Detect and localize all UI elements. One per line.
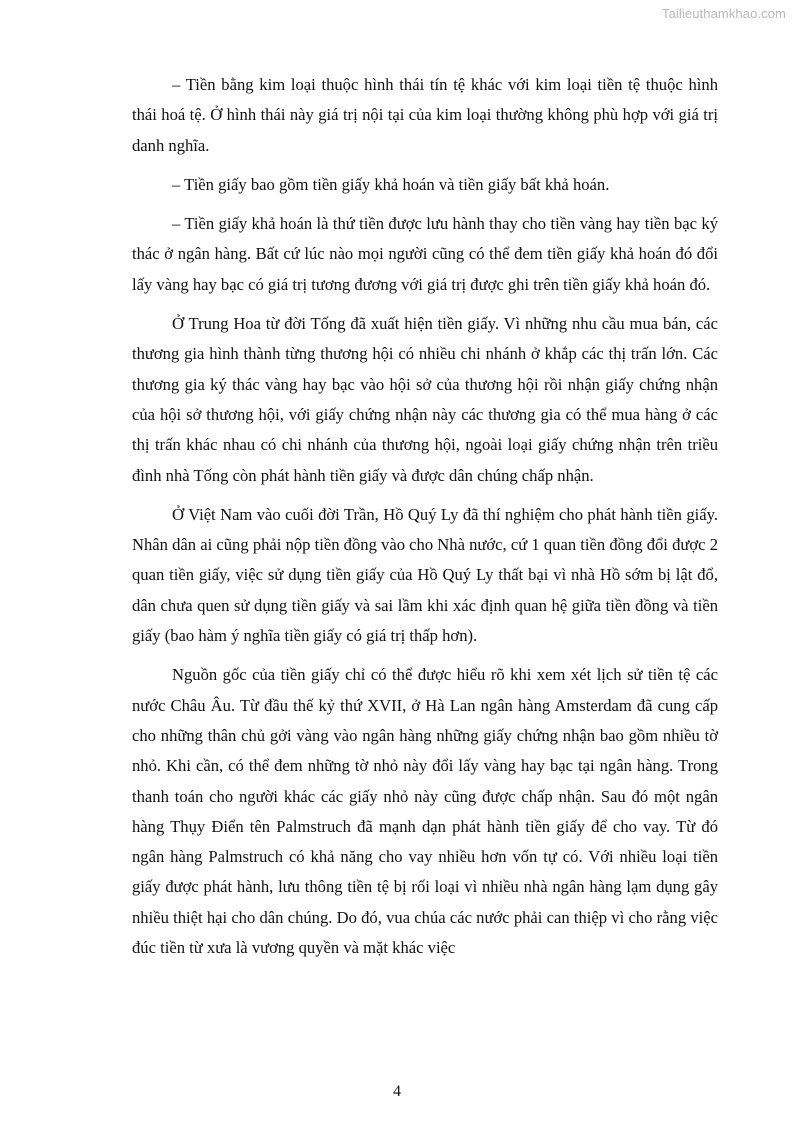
paragraph-vietnam: Ở Việt Nam vào cuối đời Trần, Hồ Quý Ly đã thí nghiệm cho phát hành tiền giấy. Nhân dân ai cũng phải nộp tiền đồng vào cho Nhà nước, cứ 1 quan tiền đồng đổi được 2 quan tiền giấy, việc sử dụng tiền giấy của Hồ Quý Ly thất bại vì nhà Hồ sớm bị lật đổ, dân chưa quen sử dụng tiền giấy và sai lầm khi xác định quan hệ giữa tiền đồng và tiền giấy (bao hàm ý nghĩa tiền giấy có giá trị thấp hơn). <box>132 504 718 646</box>
paragraph-convertible-paper-money: – Tiền giấy khả hoán là thứ tiền được lưu hành thay cho tiền vàng hay tiền bạc ký thác ở ngân hàng. Bất cứ lúc nào mọi người cũng có thể đem tiền giấy khả hoán đó đổi lấy vàng hay bạc có giá trị tương đương với giá trị được ghi trên tiền giấy khả hoán đó. <box>132 214 718 294</box>
page-number: 4 <box>393 1083 401 1100</box>
paragraph-paper-money-types: – Tiền giấy bao gồm tiền giấy khả hoán và tiền giấy bất khả hoán. <box>172 174 610 194</box>
paragraph-china: Ở Trung Hoa từ đời Tống đã xuất hiện tiền giấy. Vì những nhu cầu mua bán, các thương gia hình thành từng thương hội có nhiều chi nhánh ở khắp các thị trấn lớn. Các thương gia ký thác vàng hay bạc vào hội sở của thương hội rồi nhận giấy chứng nhận của hội sở thương hội, với giấy chứng nhận này các thương gia có thể mua hàng ở các thị trấn khác nhau có chi nhánh của thương hội, ngoài loại giấy chứng nhận trên triều đình nhà Tống còn phát hành tiền giấy và được dân chúng chấp nhận. <box>132 314 718 485</box>
document-body <box>132 70 718 972</box>
watermark: Tailieuthamkhao.com <box>661 6 786 21</box>
paragraph-europe: Nguồn gốc của tiền giấy chỉ có thể được hiểu rõ khi xem xét lịch sử tiền tệ các nước Châu Âu. Từ đầu thế kỷ thứ XVII, ở Hà Lan ngân hàng Amsterdam đã cung cấp cho những thân chủ gởi vàng vào ngân hàng những giấy chứng nhận bao gồm nhiều tờ nhỏ. Khi cần, có thể đem những tờ nhỏ này đổi lấy vàng hay bạc tại ngân hàng. Trong thanh toán cho người khác các giấy nhỏ này cũng được chấp nhận. Sau đó một ngân hàng Thụy Điển tên Palmstruch đã mạnh dạn phát hành tiền giấy để cho vay. Từ đó ngân hàng Palmstruch có khả năng cho vay nhiều hơn vốn tự có. Với nhiều loại tiền giấy được phát hành, lưu thông tiền tệ bị rối loại vì nhiều nhà ngân hàng lạm dụng gây nhiều thiệt hại cho dân chúng. Do đó, vua chúa các nước phải can thiệp vì cho rằng việc đúc tiền từ xưa là vương quyền và mặt khác việc <box>132 665 718 958</box>
paragraph-metal-money: – Tiền bằng kim loại thuộc hình thái tín tệ khác với kim loại tiền tệ thuộc hình thái hoá tệ. Ở hình thái này giá trị nội tại của kim loại thường không phù hợp với giá trị danh nghĩa. <box>132 75 718 155</box>
